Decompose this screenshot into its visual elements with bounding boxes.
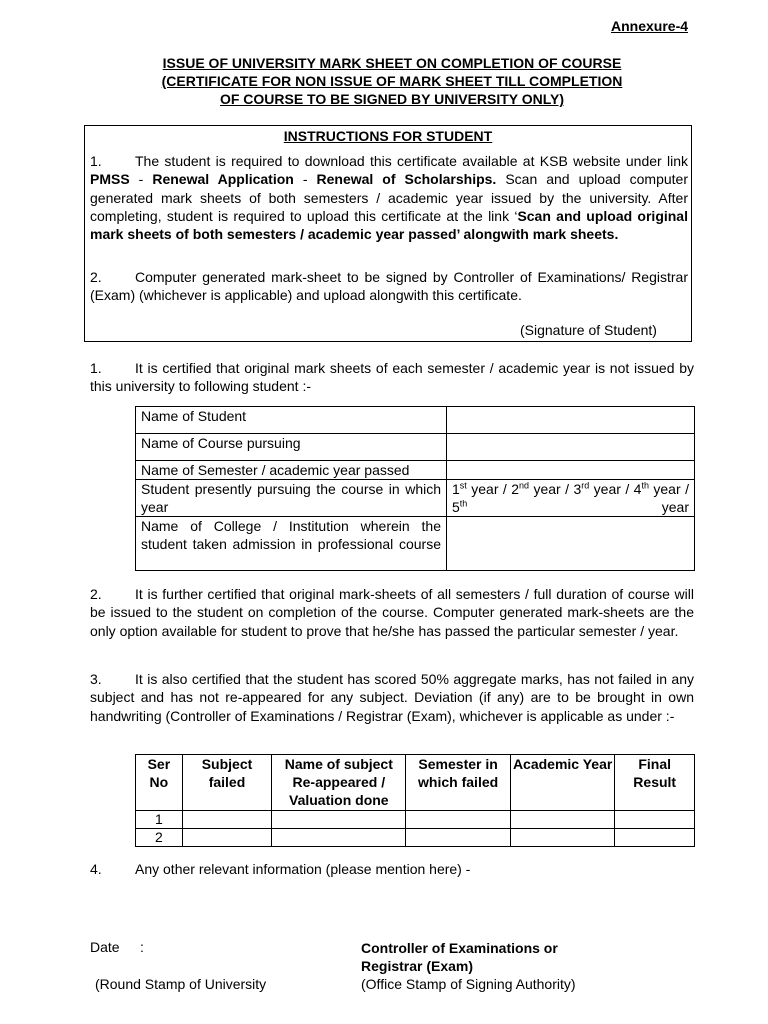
header-semester-failed: Semester in which failed: [406, 755, 511, 811]
cell-subject-reappeared[interactable]: [272, 829, 406, 847]
cell-subject-failed[interactable]: [182, 811, 272, 829]
cell-academic-year[interactable]: [510, 829, 615, 847]
cell-final-result[interactable]: [615, 811, 695, 829]
header-subject-reappeared: Name of subject Re-appeared / Valuation done: [272, 755, 406, 811]
instruction-1-number: 1.: [90, 153, 102, 169]
course-label: Name of Course pursuing: [136, 434, 447, 461]
college-label: Name of College / Institution wherein the student taken admission in professional course: [136, 517, 447, 571]
semester-value[interactable]: [447, 461, 695, 480]
cell-subject-reappeared[interactable]: [272, 811, 406, 829]
table-row: [136, 829, 695, 847]
college-value[interactable]: [447, 517, 695, 571]
subject-failure-table: [135, 754, 695, 847]
other-information-line: 4. Any other relevant information (please mention here) -: [90, 861, 471, 877]
date-label: Date: [90, 939, 120, 955]
instructions-heading: INSTRUCTIONS FOR STUDENT: [283, 128, 493, 144]
student-details-table: [135, 406, 695, 571]
certification-paragraph-3: 3. It is also certified that the student has scored 50% aggregate marks, has not failed in any subject and has not re-appeared for any subject. Deviation (if any) are to be brought in own handwriting (Controller of Examinations / Registrar (Exam), whichever is applicable as under :-: [90, 671, 694, 724]
student-name-value[interactable]: [447, 407, 695, 434]
instruction-2-number: 2.: [90, 269, 102, 285]
cell-semester[interactable]: [406, 811, 511, 829]
controller-line-2: Registrar (Exam): [361, 958, 474, 974]
cell-semester[interactable]: [406, 829, 511, 847]
title-line-1: ISSUE OF UNIVERSITY MARK SHEET ON COMPLETION OF COURSE: [162, 55, 622, 71]
course-value[interactable]: [447, 434, 695, 461]
header-academic-year: Academic Year: [510, 755, 615, 811]
date-colon: :: [140, 939, 144, 955]
office-stamp-label: (Office Stamp of Signing Authority): [361, 976, 576, 992]
instruction-paragraph-1: 1. The student is required to download this certificate available at KSB website under link PMSS - Renewal Application - Renewal of Scholarships. Scan and upload computer generated mark sheets of both semesters / academic year issued by the university. After completing, student is required to upload this certificate at the link ‘Scan and upload original mark sheets of both semesters / academic year passed’ alongwith mark sheets.: [90, 153, 688, 243]
student-signature-label: (Signature of Student): [520, 322, 657, 338]
header-subject-failed: Subject failed: [182, 755, 272, 811]
certification-paragraph-1: 1. It is certified that original mark sheets of each semester / academic year is not issued by this university to following student :-: [90, 360, 694, 395]
title-line-3: OF COURSE TO BE SIGNED BY UNIVERSITY ONLY): [219, 91, 565, 107]
table-row: [136, 811, 695, 829]
controller-signature-block: [361, 939, 558, 975]
pursuing-year-options[interactable]: 1st year / 2nd year / 3rd year / 4th year / 5th year: [447, 480, 695, 517]
cell-final-result[interactable]: [615, 829, 695, 847]
pursuing-year-label: Student presently pursuing the course in which year: [136, 480, 447, 517]
instruction-paragraph-2: 2. Computer generated mark-sheet to be signed by Controller of Examinations/ Registrar (Exam) (whichever is applicable) and upload alongwith this certificate.: [90, 269, 688, 304]
header-ser-no: Ser No: [136, 755, 183, 811]
cell-academic-year[interactable]: [510, 811, 615, 829]
student-name-label: Name of Student: [136, 407, 447, 434]
header-final-result: Final Result: [615, 755, 695, 811]
title-line-2: (CERTIFICATE FOR NON ISSUE OF MARK SHEET TILL COMPLETION: [161, 73, 623, 89]
controller-line-1: Controller of Examinations or: [361, 940, 558, 956]
document-title: [90, 54, 694, 108]
semester-label: Name of Semester / academic year passed: [136, 461, 447, 480]
certification-paragraph-2: 2. It is further certified that original mark-sheets of all semesters / full duration of course will be issued to the student on completion of the course. Computer generated mark-sheets are the only option available for student to prove that he/she has passed the particular semester / year.: [90, 586, 694, 639]
cell-subject-failed[interactable]: [182, 829, 272, 847]
row-ser-no: 2: [136, 829, 183, 847]
university-stamp-label: (Round Stamp of University: [95, 976, 267, 992]
row-ser-no: 1: [136, 811, 183, 829]
annexure-label: Annexure-4: [611, 18, 689, 34]
